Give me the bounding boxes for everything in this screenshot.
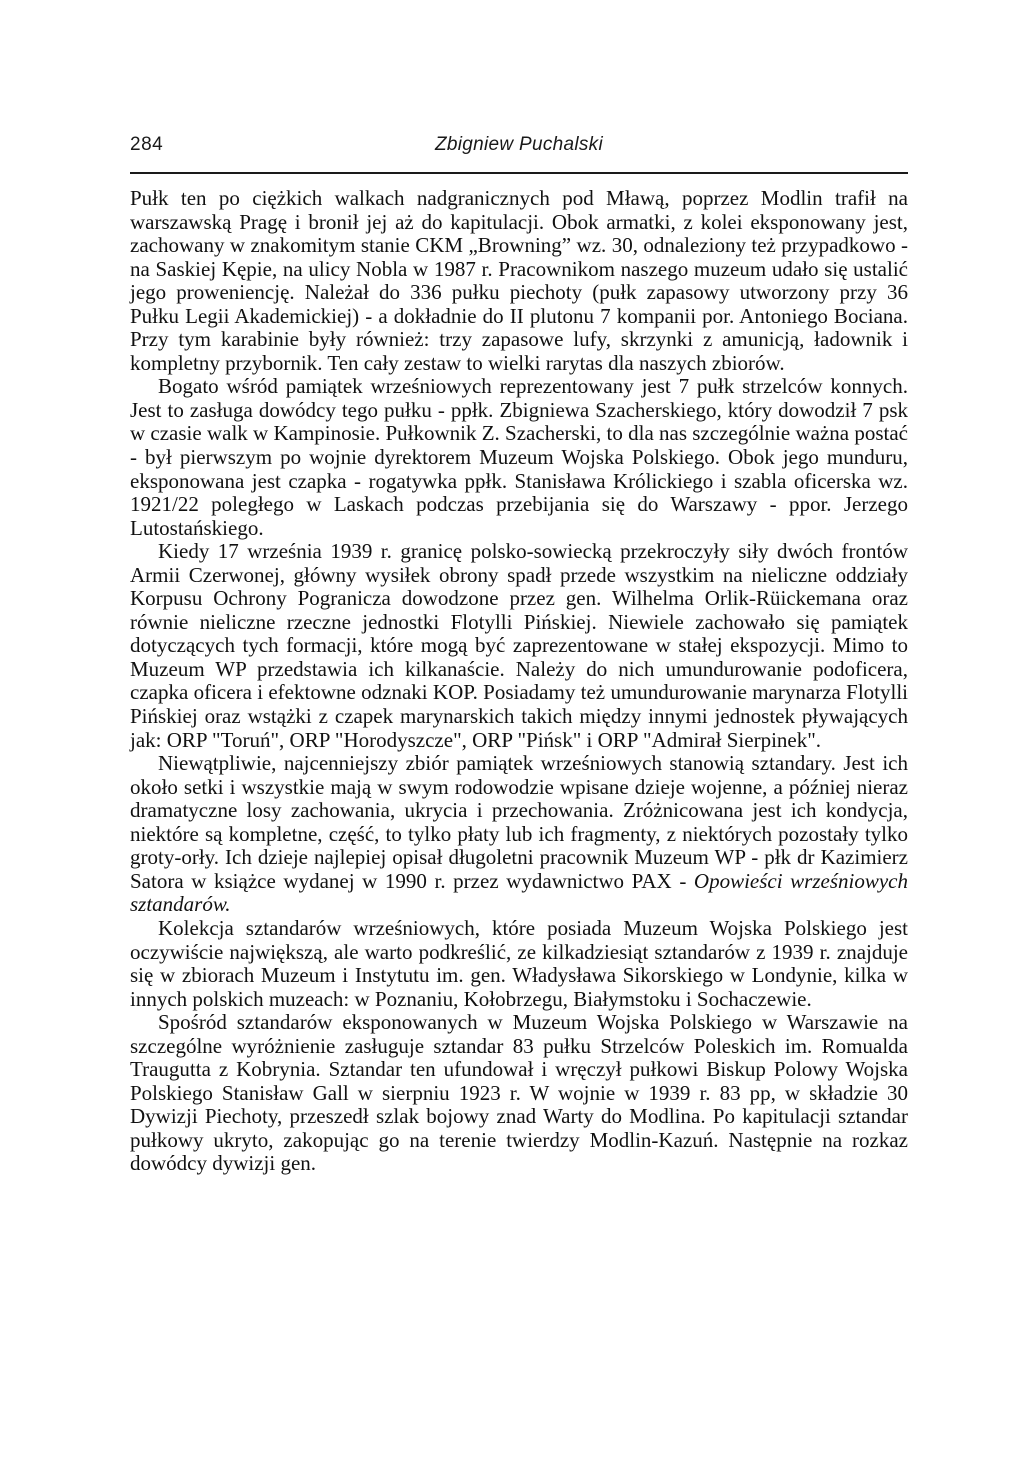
- paragraph-text: Kiedy 17 września 1939 r. granicę polsko-sowiecką przekroczyły siły dwóch frontów Armii Czerwonej, główny wysiłek obrony spadł przede wszystkim na nieliczne oddziały Korpusu Ochrony Pogranicza dowodzone przez gen. Wilhelma Orlik-Rüickemana oraz równie nieliczne rzeczne jednostki Flotylli Pińskiej. Niewiele zachowało się pamiątek dotyczących tych formacji, które mogą być zaprezentowane w stałej ekspozycji. Mimo to Muzeum WP przedstawia ich kilkanaście. Należy do nich umundurowanie podoficera, czapka oficera i efektowne odznaki KOP. Posiadamy też umundurowanie marynarza Flotylli Pińskiej oraz wstążki z czapek marynarskich takich między innymi jednostek pływających jak: ORP "Toruń", ORP "Horodyszcze", ORP "Pińsk" i ORP "Admirał Sierpinek".: [130, 539, 908, 752]
- paragraph-text: Spośród sztandarów eksponowanych w Muzeum Wojska Polskiego w Warszawie na szczególne wyróżnienie zasługuje sztandar 83 pułku Strzelców Poleskich im. Romualda Traugutta z Kobrynia. Sztandar ten ufundował i wręczył pułkowi Biskup Polowy Wojska Polskiego Stanisław Gall w sierpniu 1923 r. W wojnie w 1939 r. 83 pp, w składzie 30 Dywizji Piechoty, przeszedł szlak bojowy znad Warty do Modlina. Po kapitulacji sztandar pułkowy ukryto, zakopując go na terenie twierdzy Modlin-Kazuń. Następnie na rozkaz dowódcy dywizji gen.: [130, 1010, 908, 1176]
- book-page: [130, 126, 908, 1176]
- paragraph-5: [130, 917, 908, 1011]
- book-title-italic: Opowieści wrześniowych sztandarów.: [130, 868, 909, 917]
- body-text: [130, 187, 908, 1176]
- paragraph-3: [130, 540, 908, 752]
- paragraph-text: Bogato wśród pamiątek wrześniowych reprezentowany jest 7 pułk strzelców konnych. Jest to zasługa dowódcy tego pułku - ppłk. Zbigniewa Szacherskiego, który dowodził 7 psk w czasie walk w Kampinosie. Pułkownik Z. Szacherski, to dla nas szczególnie ważna postać - był pierwszym po wojnie dyrektorem Muzeum Wojska Polskiego. Obok jego munduru, eksponowana jest czapka - rogatywka ppłk. Stanisława Królickiego i szabla oficerska wz. 1921/22 poległego w Laskach podczas przebijania się do Warszawy - ppor. Jerzego Lutostańskiego.: [130, 374, 908, 540]
- paragraph-text: Pułk ten po ciężkich walkach nadgranicznych pod Mławą, poprzez Modlin trafił na warszawską Pragę i bronił jej aż do kapitulacji. Obok armatki, z kolei eksponowany jest, zachowany w znakomitym stanie CKM „Browning” wz. 30, odnaleziony też przypadkowo - na Saskiej Kępie, na ulicy Nobla w 1987 r. Pracownikom naszego muzeum udało się ustalić jego proweniencję. Należał do 336 pułku piechoty (pułk zapasowy utworzony przy 36 Pułku Legii Akademickiej) - a dokładnie do II plutonu 7 kompanii por. Antoniego Bociana. Przy tym karabinie były również: trzy zapasowe lufy, skrzynki z amunicją, ładownik i kompletny przybornik. Ten cały zestaw to wielki rarytas dla naszych zbiorów.: [130, 186, 908, 375]
- running-header: [130, 126, 908, 174]
- paragraph-text: Kolekcja sztandarów wrześniowych, które posiada Muzeum Wojska Polskiego jest oczywiście największą, ale warto podkreślić, ze kilkadziesiąt sztandarów z 1939 r. znajduje się w zbiorach Muzeum i Instytutu im. gen. Władysława Sikorskiego w Londynie, kilka w innych polskich muzeach: w Poznaniu, Kołobrzegu, Białymstoku i Sochaczewie.: [130, 915, 908, 1011]
- paragraph-text: Niewątpliwie, najcenniejszy zbiór pamiątek wrześniowych stanowią sztandary. Jest ich około setki i wszystkie mają w swym rodowodzie wpisane dzieje wojenne, a później nieraz dramatyczne losy zachowania, ukrycia i przechowania. Zróżnicowana jest ich kondycja, niektóre są kompletne, część, to tylko płaty lub ich fragmenty, z niektórych pozostały tylko groty-orły. Ich dzieje najlepiej opisał długoletni pracownik Muzeum WP - płk dr Kazimierz Satora w książce wydanej w 1990 r. przez wydawnictwo PAX -: [130, 751, 908, 893]
- running-head-author: Zbigniew Puchalski: [434, 134, 604, 155]
- paragraph-1: [130, 187, 908, 375]
- page-number: 284: [130, 134, 164, 155]
- paragraph-4: [130, 752, 908, 917]
- paragraph-2: [130, 375, 908, 540]
- paragraph-6: [130, 1011, 908, 1176]
